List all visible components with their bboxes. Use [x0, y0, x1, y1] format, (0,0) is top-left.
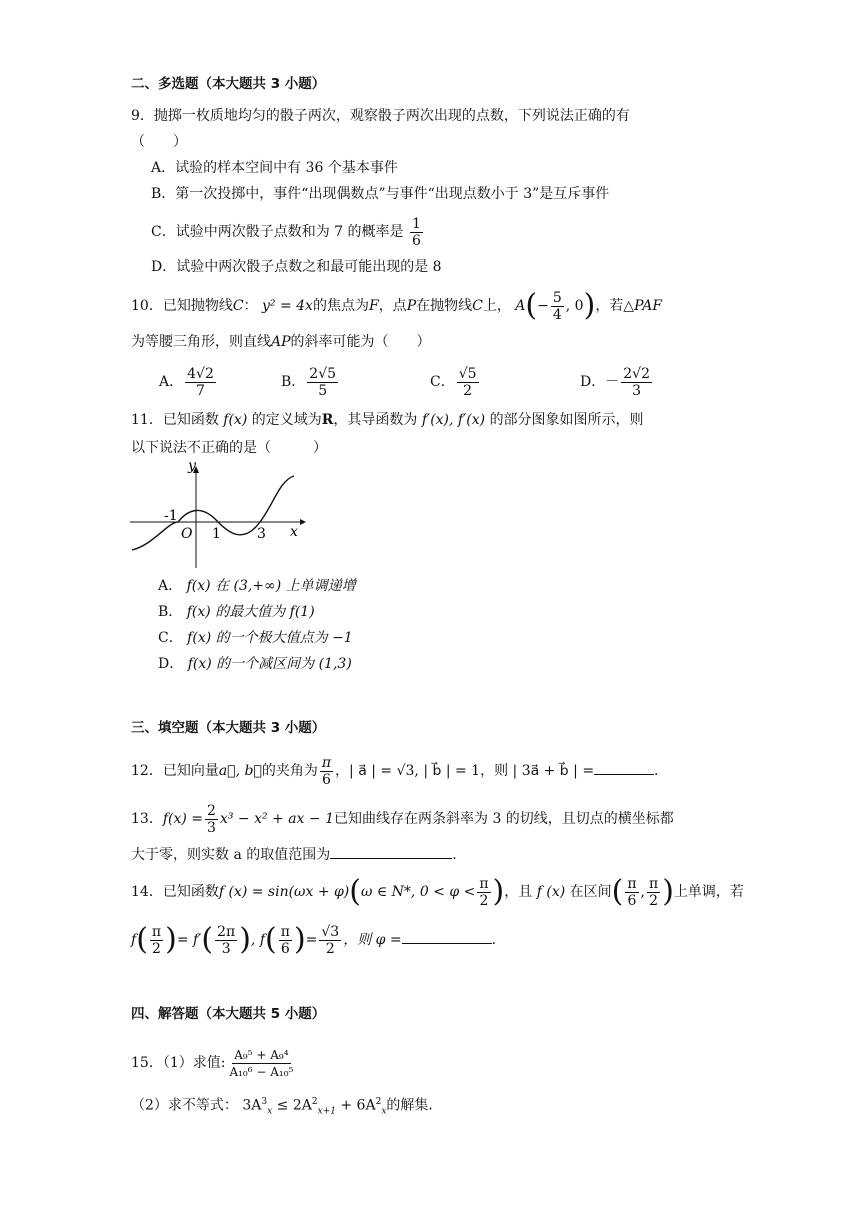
q14-i-n2: π [649, 875, 659, 892]
q14-interval-close: ) [662, 874, 674, 909]
q10-c-den: 2 [463, 382, 473, 399]
q10-d-num: 2√2 [623, 365, 650, 382]
q14-interval-open: ( [611, 874, 624, 909]
q10-pt-den: 4 [552, 306, 562, 323]
q10-equation: y² = 4x [262, 298, 313, 314]
q10-point-fraction [551, 290, 564, 323]
q11-d-text: f(x) 的一个减区间为 (1,3) [187, 656, 352, 672]
q10-mid4: 上， [482, 298, 511, 314]
q14-two: 2 [479, 892, 489, 909]
q11-d: 的部分图象如图所示，则 [489, 412, 644, 428]
q11-a: 11．已知函数 [131, 412, 219, 428]
q11-a-label: A． [158, 578, 183, 594]
q10-c: C [232, 298, 244, 314]
q14-mid2: 在区间 [569, 884, 612, 900]
q12-mid: 的夹角为 [261, 763, 318, 779]
q14-pre: 14．已知函数 [131, 884, 219, 900]
q10-a-num: 4√2 [187, 365, 214, 382]
q15-part2: （2）求不等式： $3A^3_x \le 2A^2_{x+1} + 6A^2_x$的解集. [131, 1097, 433, 1117]
graph-tick-1: 1 [212, 526, 221, 542]
graph-origin-label: O [181, 526, 193, 542]
q15-den: A₁₀⁶ − A₁₀⁵ [229, 1064, 294, 1079]
q10-a-den: 7 [196, 382, 205, 399]
q10-d-den: 3 [632, 382, 642, 399]
graph-tick-minus1: -1 [164, 508, 178, 524]
q11-c: ，其导函数为 [333, 412, 418, 428]
q15-part2-b: ≤ 2A [276, 1097, 312, 1114]
q13-line2-text: 大于零，则实数 a 的取值范围为 [131, 847, 331, 863]
section-heading-fill: 三、填空题（本大题共 3 小题） [131, 720, 326, 736]
q14-l2-a-d: 2 [152, 940, 161, 957]
q13-text: 已知曲线存在两条斜率为 3 的切线，且切点的横坐标都 [334, 811, 674, 827]
q13-num: 2 [207, 802, 216, 819]
q11-option-b [158, 602, 315, 622]
q10-c-num: √5 [458, 365, 477, 382]
q14-paren-open: ( [349, 874, 361, 909]
q11-c-text: f(x) 的一个极大值点为 −1 [187, 630, 353, 646]
q10-pt-num: 5 [552, 289, 562, 306]
q14-pi: π [479, 875, 489, 892]
q10-line2 [131, 332, 431, 352]
q14-end: . [491, 932, 497, 948]
q10-mid: 的焦点为 [312, 298, 369, 314]
q14-paren-close: ) [492, 874, 505, 909]
q11-stem [131, 410, 644, 430]
q14-l2-v-n: √3 [321, 923, 340, 940]
q14-cond: ω ∈ N*, 0 < φ < [360, 884, 476, 900]
q11-line2: 以下说法不正确的是（ ） [131, 440, 327, 456]
q12-cond: ，| a⃗ | = √3, | b⃗ | = 1，则 | 3a⃗ + b⃗ | = [335, 763, 595, 779]
q13-end: . [452, 847, 457, 863]
q12-pre: 12．已知向量 [131, 763, 219, 779]
q11-fx: f(x) [223, 412, 248, 428]
q14-l2-c-d: 6 [280, 940, 290, 957]
q11-c-label: C． [158, 630, 183, 646]
q12-num: π [321, 754, 332, 771]
q14-l2-a-n: π [151, 923, 162, 940]
q14-line1: 14．已知函数f (x) = sin(ωx + φ)(ω ∈ N*, 0 < φ < $\frac{\pi}{2}$ )，且 f (x) 在区间( $\frac{\pi}{6}$ , $\frac{\pi}{2}$ )上单调，若 [131, 874, 744, 909]
q10-option-d-label: D．－ [580, 374, 620, 390]
q11-option-c [158, 628, 353, 648]
q12-answer-blank[interactable] [594, 760, 654, 775]
q9-c-den: 6 [411, 232, 421, 249]
q10-pt-tail: , 0 [565, 298, 584, 314]
q13-f: f(x) = [162, 811, 204, 827]
q14-mid: ，且 [504, 884, 533, 900]
q10-paren-close: ) [583, 288, 596, 323]
q10-f: F [368, 298, 379, 314]
graph-tick-3: 3 [257, 526, 266, 542]
q11-b-text: f(x) 的最大值为 f(1) [186, 604, 315, 620]
q11-option-d [158, 654, 352, 674]
q12-den: 6 [321, 771, 331, 788]
graph-x-label: x [290, 524, 298, 540]
q14-l2-eq: = f′ [176, 932, 202, 948]
q14-f2: f (x) [536, 884, 566, 900]
q10-line2-b: 的斜率可能为（ ） [290, 334, 431, 350]
q14-tail: 上单调，若 [673, 884, 744, 900]
q14-i-d2: 2 [649, 892, 659, 909]
q13-den: 3 [207, 819, 216, 836]
q11-a-text: f(x) 在 (3,+∞) 上单调递增 [186, 578, 356, 594]
q14-line2: f( $\frac{\pi}{2}$ )= f′( $\frac{2\pi}{3}$ ), f( $\frac{\pi}{6}$ )= $\frac{√3}{2}$ ，则 φ = . [131, 922, 497, 957]
q14-l2-b-n: 2π [217, 923, 236, 940]
q14-l2-f: f [131, 932, 137, 948]
q10-colon: ： [243, 298, 258, 314]
q10-tail: ，若△ [595, 298, 635, 314]
q10-paf: PAF [634, 298, 663, 314]
q13-answer-blank[interactable] [330, 844, 452, 859]
q10-option-b-label: B． [281, 374, 306, 390]
q11-b: 的定义域为 [251, 412, 322, 428]
q10-paren-open: ( [525, 288, 538, 323]
q9-option-a: A．试验的样本空间中有 36 个基本事件 [151, 160, 398, 176]
q10-option-c [430, 362, 481, 402]
q15-part2-d: 的解集. [386, 1097, 433, 1114]
q9-paren: （ ） [131, 134, 187, 150]
q9-option-c-text: C．试验中两次骰子点数和为 7 的概率是 [151, 224, 404, 240]
q13-expr: x³ − x² + ax − 1 [219, 811, 334, 827]
q10-option-a [159, 362, 218, 402]
q10-stem: 10．已知抛物线C： y² = 4x的焦点为F，点P在抛物线C上， A(− $\frac{5}{4}$ , 0)，若△PAF [131, 288, 663, 323]
q15-part2-a: （2）求不等式： 3A [131, 1097, 262, 1114]
q14-l2-end: ，则 φ = [343, 932, 402, 948]
q15-num: A₉⁵ + A₉⁴ [234, 1047, 289, 1062]
q9-option-b: B．第一次投掷中，事件“出现偶数点”与事件“出现点数小于 3”是互斥事件 [151, 186, 610, 202]
q15-part1 [131, 1040, 297, 1086]
q11-b-label: B． [158, 604, 183, 620]
q9-option-c [151, 214, 425, 250]
q10-option-b [281, 362, 340, 402]
q12-vectors: a⃗, b⃗ [218, 763, 262, 779]
q10-c2: C [472, 298, 483, 314]
q13 [131, 800, 674, 838]
q10-p: P [406, 298, 417, 314]
q10-mid2: ，点 [378, 298, 407, 314]
q14-l2-v-d: 2 [325, 940, 335, 957]
q14-l2-c: , f [250, 932, 266, 948]
q10-line2-a: 为等腰三角形，则直线 [131, 334, 271, 350]
q14-l2-b-d: 3 [221, 940, 231, 957]
section-heading-solve: 四、解答题（本大题共 5 小题） [131, 1006, 326, 1022]
section-heading-multi: 二、多选题（本大题共 3 小题） [131, 76, 326, 92]
q13-pre: 13． [131, 811, 163, 827]
q9-option-c-fraction [410, 216, 423, 249]
q14-i-d1: 6 [627, 892, 637, 909]
q12-end: . [654, 763, 659, 779]
q11-r: R [321, 412, 334, 428]
q9-stem: 9．抛掷一枚质地均匀的骰子两次，观察骰子两次出现的点数，下列说法正确的有 [131, 108, 630, 124]
q11-option-a [158, 576, 356, 596]
q11-d-label: D． [158, 656, 184, 672]
q10-option-d [580, 362, 654, 402]
q10-b-num: 2√5 [309, 365, 337, 382]
x-axis-arrow [300, 519, 306, 525]
q14-i-n1: π [627, 875, 637, 892]
q10-point-a: A [515, 298, 526, 314]
q10-ap: AP [271, 334, 291, 350]
q9-option-d: D．试验中两次骰子点数之和最可能出现的是 8 [151, 259, 442, 275]
q11-fpx: f′(x), f′(x) [421, 412, 486, 428]
q12 [131, 752, 659, 790]
q11-derivative-graph [128, 460, 308, 570]
q10-option-c-label: C． [430, 374, 455, 390]
q15-part2-c: + 6A [340, 1097, 376, 1114]
q10-mid3: 在抛物线 [416, 298, 473, 314]
q10-option-a-label: A． [159, 374, 184, 390]
q14-answer-blank[interactable] [402, 929, 492, 944]
q14-l2-c-n: π [280, 923, 290, 940]
q13-line2 [131, 844, 457, 865]
graph-y-label: y [188, 460, 196, 474]
q14-l2-eq2: = [305, 932, 318, 948]
q10-b-den: 5 [318, 382, 328, 399]
q15-pre: 15．（1）求值: [131, 1055, 226, 1071]
q9-c-num: 1 [411, 215, 421, 232]
q14-f1: f (x) = sin(ωx + φ) [218, 884, 350, 900]
q10-stem-a: 10．已知抛物线 [131, 298, 233, 314]
